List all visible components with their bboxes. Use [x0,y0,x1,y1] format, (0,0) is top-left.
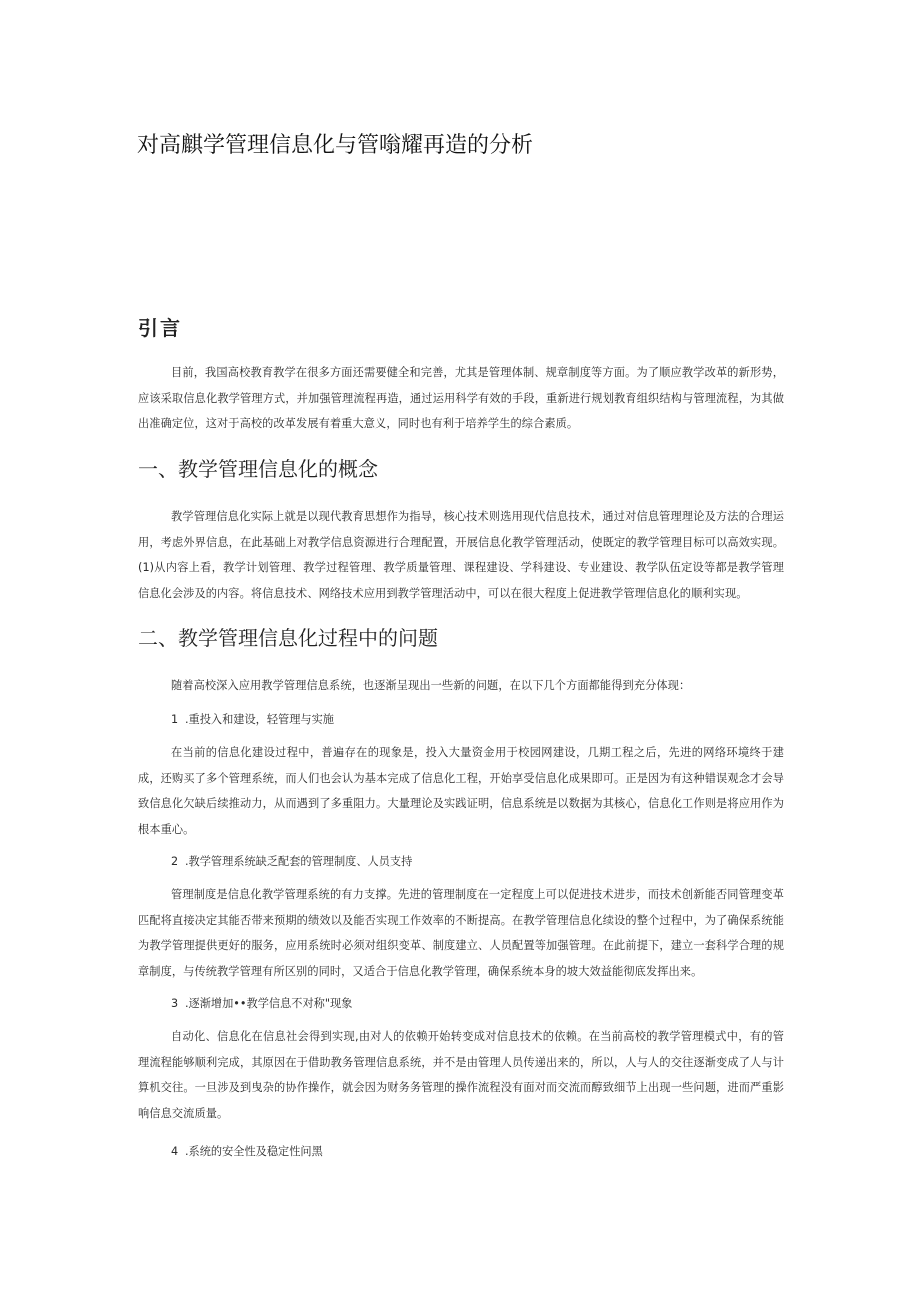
section1-heading: 一、教学管理信息化的概念 [138,457,378,481]
item-paragraph: 在当前的信息化建设过程中，普遍存在的现象是，投入大量资金用于校园网建设，几期工程之后，先进的网络环境终于建成，还购买了多个管理系统，而人们也会认为基本完成了信息化工程，开始享受信息化成果即可。正是因为有这种错误观念才会导致信息化欠缺后续推动力，从而遇到了多重阻力。大量理论及实践证明，信息系统是以数据为其核心，信息化工作则是将应用作为根本重心。 [138,746,784,836]
item-paragraph: 管理制度是信息化教学管理系统的有力支撑。先进的管理制度在一定程度上可以促进技术进步，而技术创新能否同管理变革匹配将直接决定其能否带来预期的绩效以及能否实现工作效率的不断提高。在教学管理信息化续设的整个过程中，为了确保系统能为教学管理提供更好的服务，应用系统时必须对组织变革、制度建立、人员配置等加强管理。在此前提下，建立一套科学合理的规章制度，与传统教学管理有所区别的同时，又适合于信息化教学管理，确保系统本身的坡大效益能彻底发挥出来。 [138,888,784,978]
list-item-heading [171,852,412,872]
section2-heading: 二、教学管理信息化过程中的问题 [138,626,438,650]
list-item-heading [171,710,334,730]
item-paragraph: 自动化、信息化在信息社会得到实现,由对人的依赖开始转变成对信息技术的依赖。在当前高校的教学管理模式中，有的管理流程能够顺利完成，其原因在于借助教务管理信息系统，并不是由管理人员传递出来的，所以，人与人的交往逐渐变成了人与计算机交往。一旦涉及到曳杂的协作操作，就会因为财务务管理的操作流程没有面对而交流而醇致细节上出现一些问题，进而严重影响信息交流质量。 [138,1030,784,1120]
item-number: 3 [171,997,179,1010]
list-item-heading [171,1142,323,1162]
item-label: .系统的安全性及稳定性问黑 [185,1145,323,1158]
item-number: 1 [171,713,179,726]
item-label: .教学管理系统缺乏配套的管理制度、人员支持 [185,855,413,868]
section2-intro: 随着高校深入应用教学管理信息系统，也逐渐呈现出一些新的问题，在以下几个方面都能得到充分体现： [171,679,691,692]
section1-paragraph: 教学管理信息化实际上就是以现代教育思想作为指导，核心技术则选用现代信息技术，通过对信息管理理论及方法的合理运用，考虑外界信息，在此基础上对教学信息资源进行合理配置，开展信息化教学管理活动，使既定的教学管理目标可以高效实现。(1)从内容上看，教学计划管理、教学过程管理、教学质量管理、课程建设、学科建设、专业建设、教学队伍定设等都是教学管理信息化会涉及的内容。将信息技术、网络技术应用到教学管理活动中，可以在很大程度上促进教学管理信息化的顺利实现。 [138,510,784,600]
intro-heading: 引言 [138,316,182,340]
item-label: .逐渐增加••教学信息不对称"现象 [185,997,353,1010]
intro-paragraph: 目前，我国高校教育教学在很多方面还需要健全和完善，尤其是管理体制、规章制度等方面。为了顺应教学改革的新形势，应该采取信息化教学管理方式，并加强管理流程再造，通过运用科学有效的手段，重新进行规划教育组织结构与管理流程，为其做出准确定位，这对于高校的改革发展有着重大意义，同时也有利于培养学生的综合素质。 [138,366,784,430]
item-number: 2 [171,855,179,868]
item-number: 4 [171,1145,179,1158]
document-title: 对高麒学管理信息化与管嗡耀再造的分析 [137,133,534,158]
item-label: .重投入和建设，轻管理与实施 [185,713,334,726]
list-item-heading [171,994,352,1014]
